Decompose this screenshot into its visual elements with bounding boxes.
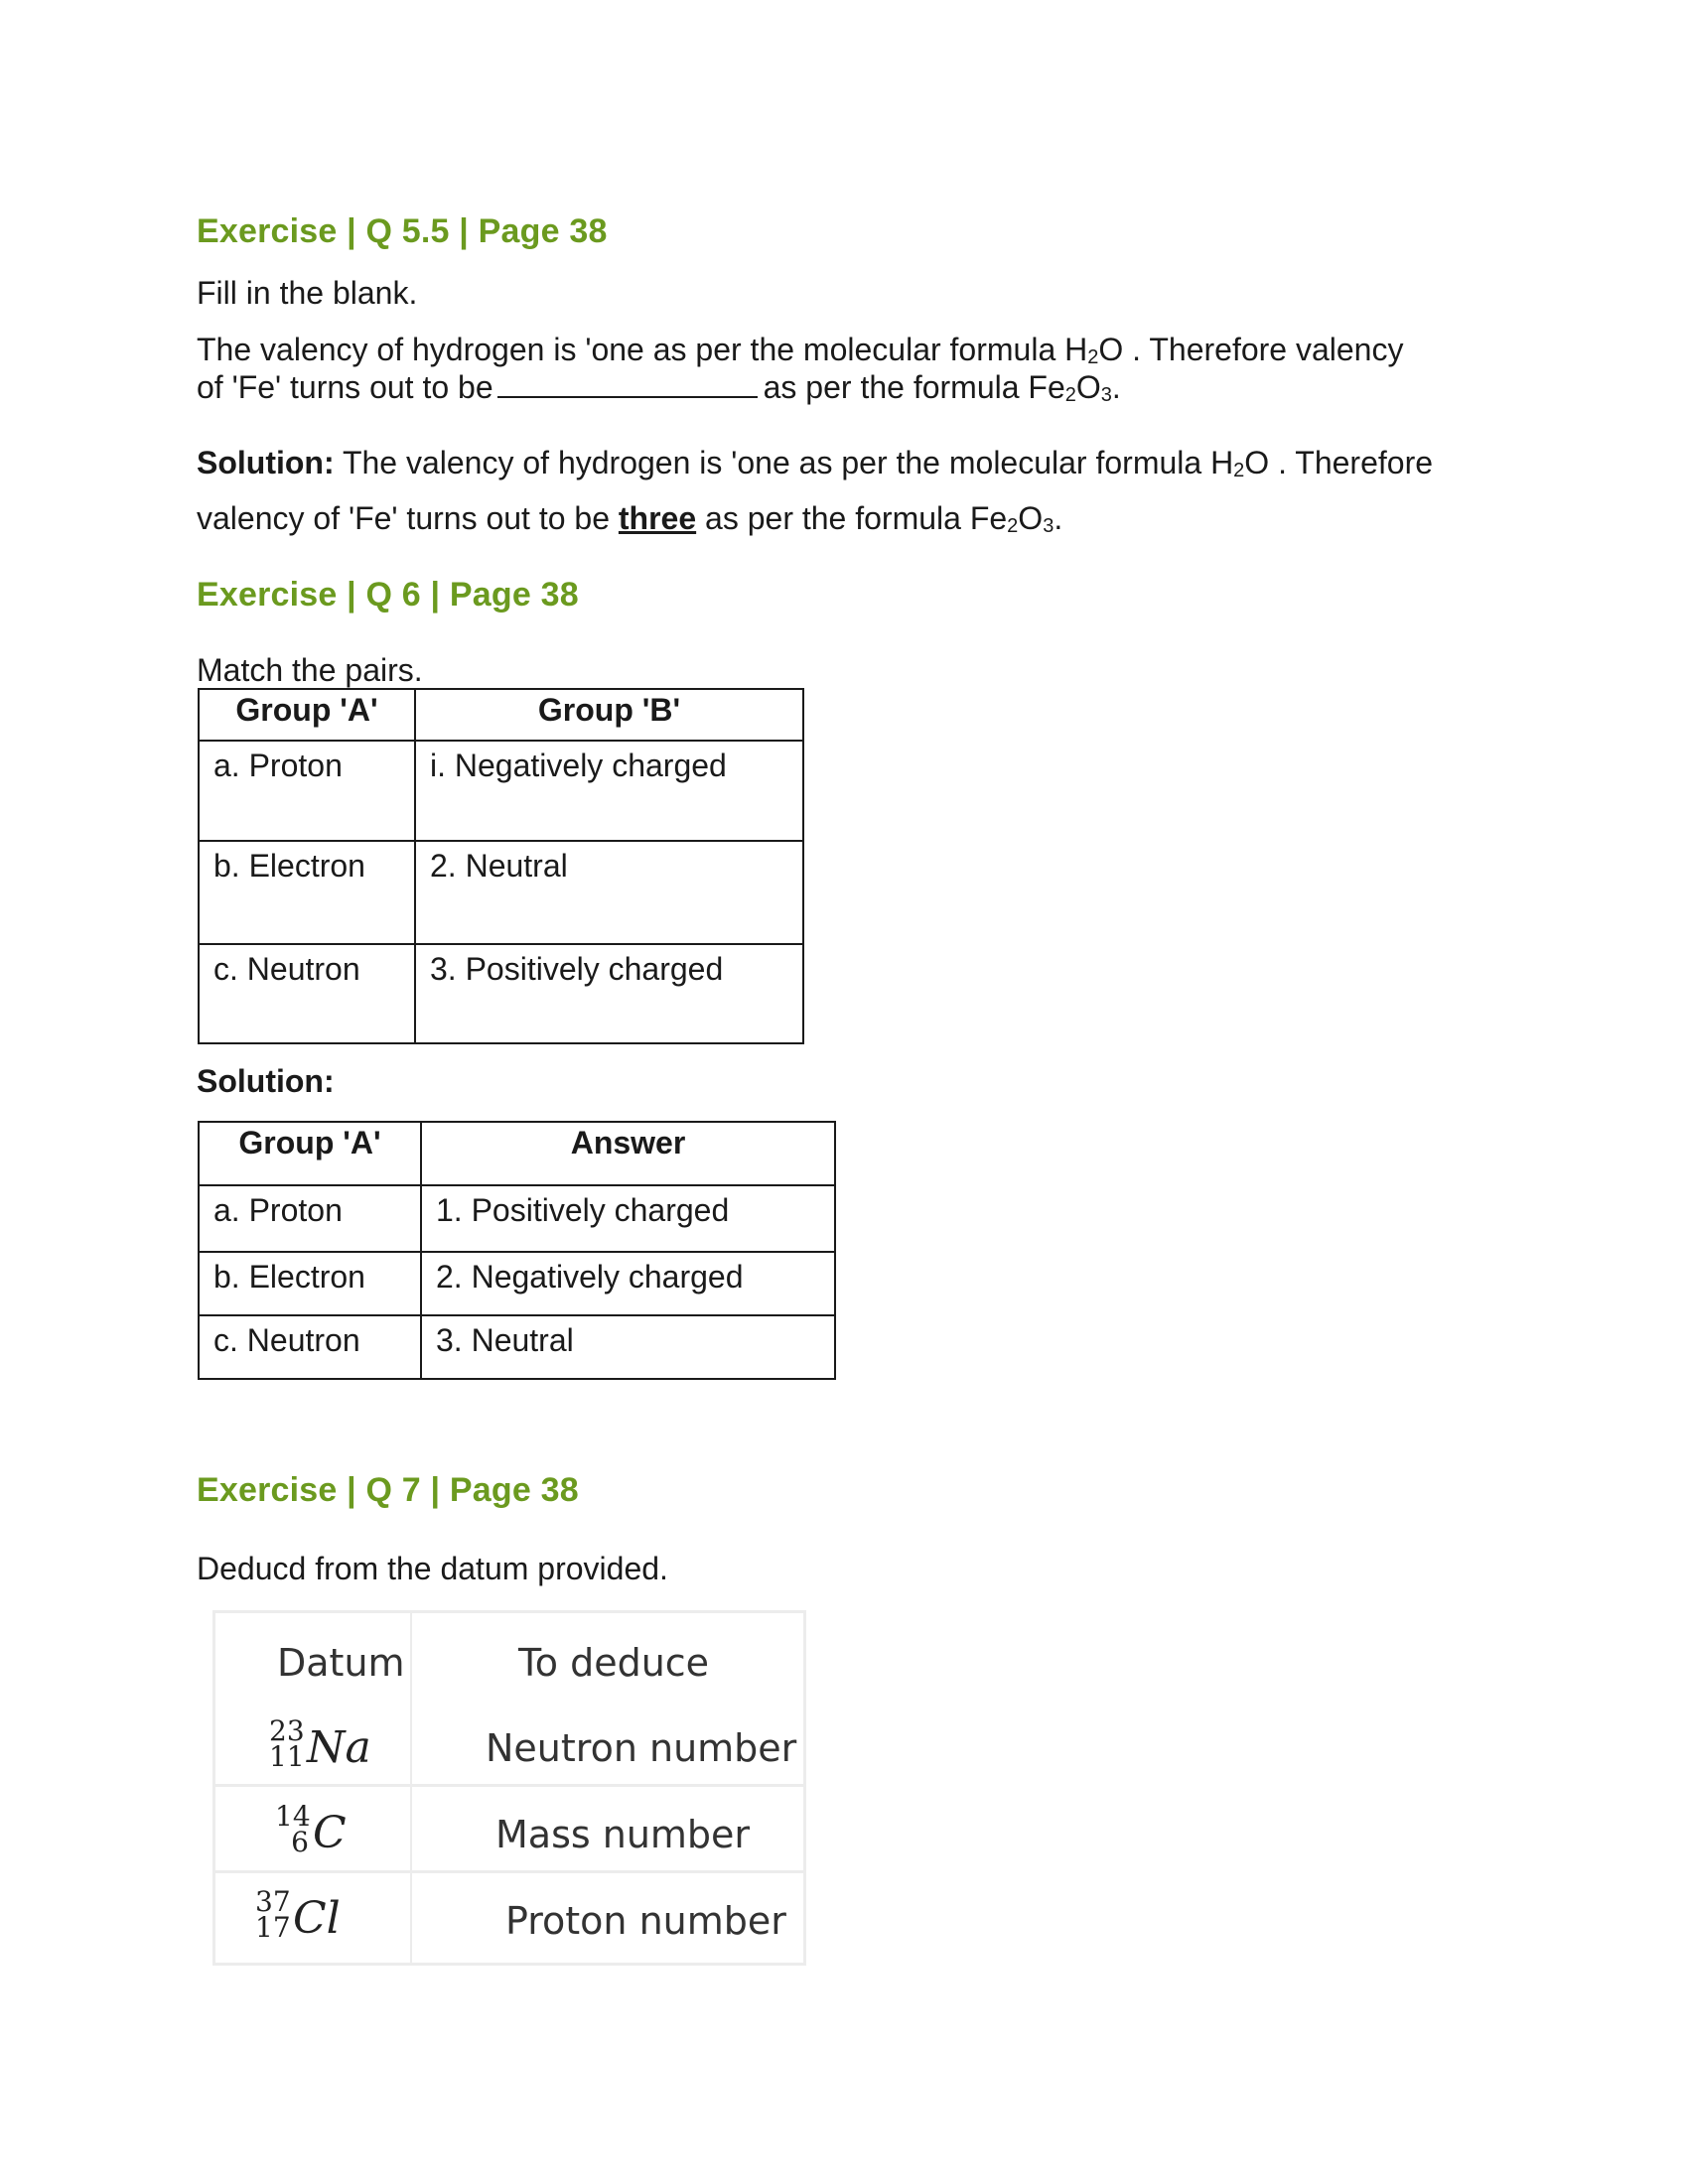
row-divider bbox=[215, 1870, 803, 1873]
isotope-c: 14 6 C bbox=[275, 1800, 347, 1858]
table-cell: 2. Neutral bbox=[415, 841, 803, 944]
q7-instruction: Deducd from the datum provided. bbox=[197, 1551, 668, 1586]
isotope-cl: 37 17 Cl bbox=[255, 1885, 341, 1944]
table-cell: 3. Positively charged bbox=[415, 944, 803, 1043]
table-cell: 1. Positively charged bbox=[421, 1185, 835, 1252]
fill-blank bbox=[497, 370, 758, 398]
q7-heading: Exercise | Q 7 | Page 38 bbox=[197, 1471, 579, 1509]
table-row bbox=[199, 1252, 835, 1315]
match-table bbox=[198, 688, 804, 1044]
table-cell: b. Electron bbox=[199, 841, 415, 944]
deduce-cell: Neutron number bbox=[486, 1726, 797, 1770]
table-cell: a. Proton bbox=[199, 1185, 421, 1252]
table-row bbox=[199, 741, 803, 841]
q55-instruction: Fill in the blank. bbox=[197, 275, 418, 311]
isotope-na: 23 11 Na bbox=[269, 1714, 371, 1773]
table-cell: 2. Negatively charged bbox=[421, 1252, 835, 1315]
deduce-cell: Proton number bbox=[505, 1899, 786, 1943]
table-cell: c. Neutron bbox=[199, 944, 415, 1043]
table-row bbox=[199, 841, 803, 944]
q55-question-line2: of 'Fe' turns out to be as per the formula Fe2O3. bbox=[197, 369, 1121, 406]
row-divider bbox=[215, 1784, 803, 1787]
table-row bbox=[199, 944, 803, 1043]
q55-solution-line1: Solution: The valency of hydrogen is 'one as per the molecular formula H2O . Therefore bbox=[197, 445, 1434, 481]
datum-table bbox=[212, 1610, 806, 1966]
q6-instruction: Match the pairs. bbox=[197, 652, 423, 688]
solution-label: Solution: bbox=[197, 445, 335, 480]
q55-heading: Exercise | Q 5.5 | Page 38 bbox=[197, 212, 608, 250]
q6-solution-label: Solution: bbox=[197, 1063, 335, 1099]
table-cell: a. Proton bbox=[199, 741, 415, 841]
table-header: Group 'A' bbox=[199, 1122, 421, 1185]
q55-question-line1: The valency of hydrogen is 'one as per the molecular formula H2O . Therefore valency bbox=[197, 332, 1404, 368]
table-header: Group 'A' bbox=[199, 689, 415, 741]
datum-header: Datum bbox=[277, 1641, 405, 1685]
deduce-cell: Mass number bbox=[495, 1813, 751, 1856]
table-header: Answer bbox=[421, 1122, 835, 1185]
q6-heading: Exercise | Q 6 | Page 38 bbox=[197, 576, 579, 614]
table-cell: b. Electron bbox=[199, 1252, 421, 1315]
table-cell: 3. Neutral bbox=[421, 1315, 835, 1379]
table-cell: c. Neutron bbox=[199, 1315, 421, 1379]
table-row bbox=[199, 1315, 835, 1379]
answer-three: three bbox=[618, 500, 697, 536]
table-row bbox=[199, 1185, 835, 1252]
table-header: Group 'B' bbox=[415, 689, 803, 741]
q55-solution-line2: valency of 'Fe' turns out to be three as per the formula Fe2O3. bbox=[197, 500, 1063, 537]
table-cell: i. Negatively charged bbox=[415, 741, 803, 841]
deduce-header: To deduce bbox=[518, 1641, 710, 1685]
solution-table bbox=[198, 1121, 836, 1380]
column-divider bbox=[410, 1613, 412, 1963]
